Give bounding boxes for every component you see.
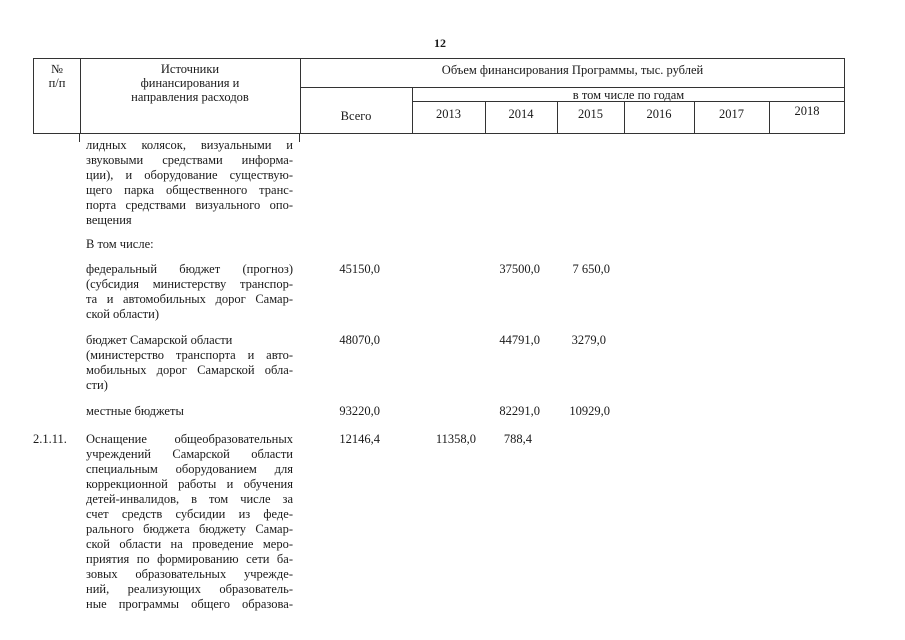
local-2014: 82291,0 bbox=[499, 404, 540, 418]
header-year: 2016 bbox=[646, 107, 672, 121]
regional-budget-label: бюджет Самарской области (министерство транспорта и авто- мобильных дорог Самарской обла- сти) bbox=[86, 333, 293, 392]
item-description: Оснащение общеобразовательных учреждений Самарской области специальным оборудованием для коррекционной работы и обучения детей-инвалидов, в том числе за счет средств субсидии из феде- рального бюджета бюджету Самар- ской области на проведение меро- приятия по формированию сети ба- зовых образовательных учрежде- ний, реализующих образователь- ные программы общего образова- bbox=[86, 432, 293, 611]
local-2015: 10929,0 bbox=[569, 404, 610, 418]
continuation-text: лидных колясок, визуальными и звуковыми средствами информа- ции), и оборудование существую- щего парка общественного транс- порта средствами визуального опо- вещения bbox=[86, 138, 293, 227]
header-year: 2013 bbox=[436, 107, 461, 121]
federal-2014: 37500,0 bbox=[499, 262, 540, 276]
header-year: 2017 bbox=[719, 107, 744, 121]
divider bbox=[299, 134, 300, 142]
header-year: 2015 bbox=[578, 107, 603, 121]
divider bbox=[79, 134, 80, 142]
local-budgets-label: местные бюджеты bbox=[86, 404, 184, 418]
including-label: В том числе: bbox=[86, 237, 154, 251]
federal-total: 45150,0 bbox=[339, 262, 380, 276]
header-year: 2018 bbox=[794, 104, 820, 118]
header-total: Всего bbox=[340, 109, 372, 123]
table-header bbox=[33, 58, 845, 134]
item-total: 12146,4 bbox=[339, 432, 380, 446]
item-2013: 11358,0 bbox=[435, 432, 476, 446]
header-number: № п/п bbox=[48, 62, 66, 90]
page-number: 12 bbox=[434, 36, 446, 50]
header-year: 2014 bbox=[508, 107, 534, 121]
item-number: 2.1.11. bbox=[33, 432, 67, 446]
item-2014: 788,4 bbox=[503, 432, 532, 446]
header-by-years: в том числе по годам bbox=[572, 88, 685, 102]
federal-2015: 7 650,0 bbox=[572, 262, 610, 276]
regional-total: 48070,0 bbox=[339, 333, 380, 347]
regional-2014: 44791,0 bbox=[499, 333, 540, 347]
regional-2015: 3279,0 bbox=[571, 333, 606, 347]
federal-budget-label: федеральный бюджет (прогноз) (субсидия министерству транспор- та и автомобильных дорог Самар- ской области) bbox=[86, 262, 293, 321]
header-volume: Объем финансирования Программы, тыс. рублей bbox=[441, 63, 704, 77]
local-total: 93220,0 bbox=[339, 404, 380, 418]
header-sources: Источники финансирования и направления расходов bbox=[131, 62, 249, 104]
